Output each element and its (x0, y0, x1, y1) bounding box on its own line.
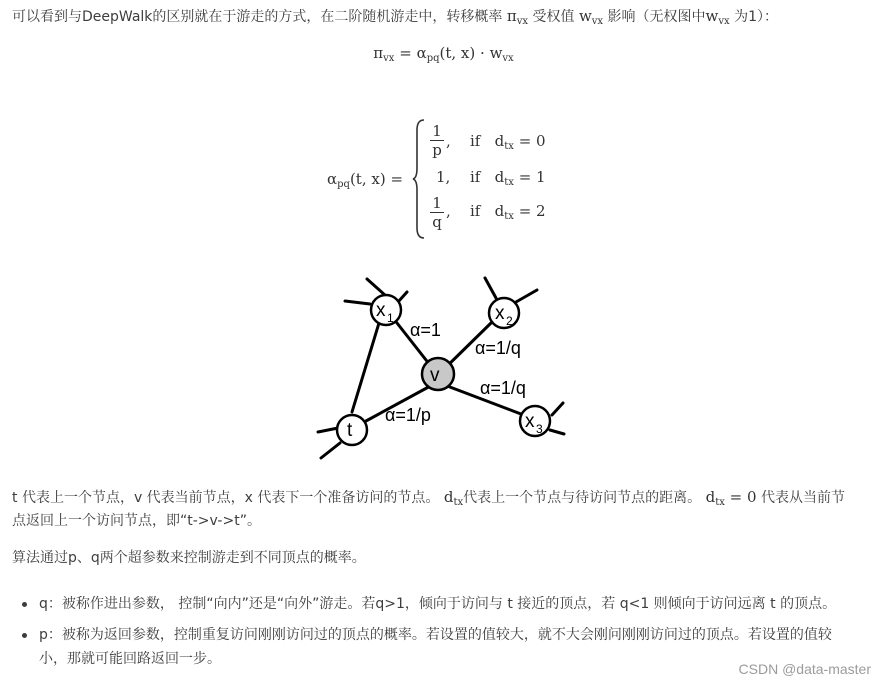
bullet-dot (22, 602, 27, 607)
pi-symbol: $\pi_{vx}$ (506, 7, 529, 27)
intro-text-c: 影响（无权图中 (607, 9, 706, 25)
hyperparam-paragraph: 算法通过p、q两个超参数来控制游走到不同顶点的概率。 (12, 550, 366, 566)
alpha-piecewise-equation (322, 118, 582, 240)
case3-comma: , (446, 202, 451, 220)
node-x1-sub: 1 (387, 311, 394, 325)
case1-comma: , (446, 132, 451, 150)
explanation-line1: t 代表上一个节点，v 代表当前节点，x 代表下一个准备访问的节点。 $d_{tx}$代表上一个节点与待访问节点的距离。 $d_{tx} = 0$ 代表从当前节 (12, 488, 845, 508)
d-tx-symbol: $d_{tx}$ (443, 488, 464, 508)
case1-fraction: $\frac{1}{p}$ (430, 122, 444, 159)
edge-label-v-t: α=1/p (385, 405, 431, 425)
case2-value: 1, (436, 168, 451, 186)
w-symbol: $w_{vx}$ (578, 7, 604, 27)
node-x2-label: x (495, 303, 505, 324)
alpha-lhs: $\alpha_{pq}(t$, x) = (327, 170, 404, 190)
intro-paragraph (12, 4, 778, 34)
node-x3-sub: 3 (536, 422, 543, 436)
bullet-p: p：被称为返回参数，控制重复访问刚刚访问过的顶点的概率。若设置的值较大，就不大会刚问刚刚访问过的顶点。若设置的值较 小，那就可能回路返回一步。 (22, 623, 872, 671)
csdn-watermark: CSDN @data-master (738, 661, 871, 677)
node-x3-label: x (525, 411, 535, 432)
case2-condition: if $d_{tx} = 1$ (470, 168, 546, 188)
left-brace (412, 118, 426, 240)
bullet-dot (22, 633, 27, 638)
bullet-q: q：被称作进出参数， 控制“向内”还是“向外”游走。若q>1，倾向于访问与 t 接近的顶点，若 q<1 则倾向于访问远离 t 的顶点。 (22, 592, 872, 616)
transition-equation: $\pi_{vx} = \alpha_{pq}(t$, $x) \cdot w_{vx}$ (373, 44, 514, 64)
random-walk-diagram (300, 268, 590, 463)
edge-label-v-x2: α=1/q (475, 338, 521, 358)
node-v-label: v (430, 365, 440, 386)
node-x1-label: x (376, 300, 386, 321)
edge-label-v-x3: α=1/q (480, 378, 526, 398)
case1-condition: if $d_{tx} = 0$ (470, 132, 546, 152)
intro-text-b: 受权值 (532, 9, 575, 25)
case3-condition: if $d_{tx} = 2$ (470, 202, 546, 222)
d-tx-equals-zero: $d_{tx} = 0$ (705, 488, 757, 508)
edge-label-v-x1: α=1 (410, 320, 441, 340)
case3-fraction: $\frac{1}{q}$ (430, 194, 444, 231)
explanation-line2: 点返回上一个访问节点，即“t->v->t”。 (12, 513, 261, 529)
intro-text-d: 为1）： (734, 9, 779, 25)
node-t-label: t (347, 420, 353, 441)
node-x2-sub: 2 (506, 314, 513, 328)
intro-text-a: 可以看到与DeepWalk的区别就在于游走的方式，在二阶随机游走中，转移概率 (12, 9, 503, 25)
w-symbol-2: $w_{vx}$ (705, 7, 730, 27)
